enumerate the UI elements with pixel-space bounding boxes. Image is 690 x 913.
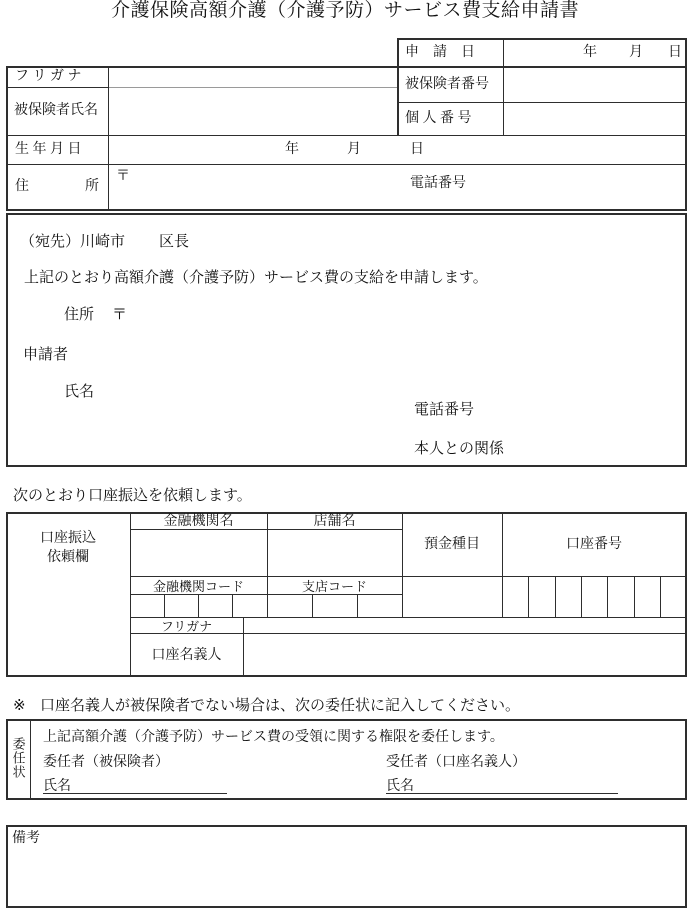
phone-input[interactable] bbox=[480, 166, 684, 208]
birthdate-month-label: 月 bbox=[347, 142, 361, 157]
delegate-name-label: 氏名 bbox=[386, 779, 414, 794]
divider bbox=[30, 719, 31, 800]
furigana-input[interactable] bbox=[109, 67, 397, 87]
insured-number-label: 被保険者番号 bbox=[405, 77, 489, 92]
application-date-day-label: 日 bbox=[668, 45, 682, 60]
birthdate-input[interactable] bbox=[109, 136, 685, 164]
delegator-name-input[interactable] bbox=[43, 777, 227, 794]
application-date-month-label: 月 bbox=[629, 45, 643, 60]
application-box bbox=[6, 213, 687, 467]
furigana-label: フ リ ガ ナ bbox=[15, 69, 82, 84]
applicant-phone-input[interactable] bbox=[482, 397, 677, 419]
ward-name-input[interactable] bbox=[118, 230, 156, 250]
institution-name-label: 金融機関名 bbox=[163, 514, 234, 529]
application-statement: 上記のとおり高額介護（介護予防）サービス費の支給を申請します。 bbox=[24, 270, 488, 286]
branch-code-label: 支店コード bbox=[301, 579, 367, 594]
poa-side-label: 委任状 bbox=[10, 737, 26, 779]
delegate-name-input[interactable] bbox=[386, 777, 618, 794]
branch-name-input[interactable] bbox=[268, 530, 401, 576]
divider bbox=[397, 38, 399, 136]
postal-mark: 〒 bbox=[116, 169, 130, 184]
insured-name-label: 被保険者氏名 bbox=[14, 103, 98, 118]
addressee-prefix: （宛先）川崎市 bbox=[20, 234, 126, 250]
bank-intro: 次のとおり口座振込を依頼します。 bbox=[13, 488, 252, 504]
applicant-label: 申請者 bbox=[23, 347, 69, 363]
applicant-address-input[interactable] bbox=[135, 302, 675, 326]
phone-label: 電話番号 bbox=[410, 176, 466, 191]
remarks-input[interactable] bbox=[50, 830, 680, 900]
account-number-label: 口座番号 bbox=[566, 537, 622, 552]
account-holder-label: 口座名義人 bbox=[151, 648, 222, 663]
branch-name-label: 店舗名 bbox=[313, 514, 356, 529]
applicant-address-label: 住所 bbox=[64, 307, 95, 323]
insured-number-input[interactable] bbox=[504, 68, 685, 102]
divider bbox=[685, 38, 687, 211]
birthdate-label: 生 年 月 日 bbox=[15, 142, 82, 157]
delegator-name-label: 氏名 bbox=[43, 779, 71, 794]
addressee-suffix: 区長 bbox=[159, 234, 190, 250]
divider bbox=[6, 87, 108, 88]
applicant-phone-label: 電話番号 bbox=[414, 402, 475, 418]
divider bbox=[6, 66, 8, 211]
account-number-input[interactable] bbox=[503, 577, 685, 617]
application-date-input[interactable] bbox=[504, 39, 685, 66]
institution-name-input[interactable] bbox=[131, 530, 266, 576]
address-label: 住 所 bbox=[15, 179, 99, 194]
deposit-type-label: 預金種目 bbox=[424, 537, 480, 552]
remarks-label: 備考 bbox=[12, 831, 40, 846]
account-holder-input[interactable] bbox=[244, 634, 685, 676]
branch-code-input[interactable] bbox=[268, 595, 401, 617]
applicant-name-input[interactable] bbox=[110, 378, 400, 404]
bank-request-col-line1: 口座振込 bbox=[40, 531, 96, 546]
account-furigana-input[interactable] bbox=[244, 618, 685, 633]
relation-label: 本人との関係 bbox=[414, 441, 505, 457]
application-date-label: 申 請 日 bbox=[405, 45, 475, 60]
poa-statement: 上記高額介護（介護予防）サービス費の受領に関する権限を委任します。 bbox=[43, 730, 504, 745]
personal-number-input[interactable] bbox=[504, 103, 685, 135]
institution-code-label: 金融機関コード bbox=[152, 579, 244, 594]
relation-input[interactable] bbox=[508, 436, 678, 458]
birthdate-year-label: 年 bbox=[285, 142, 299, 157]
form-title: 介護保険高額介護（介護予防）サービス費支給申請書 bbox=[110, 0, 579, 21]
address-input[interactable] bbox=[135, 166, 395, 208]
note-text: 口座名義人が被保険者でない場合は、次の委任状に記入してください。 bbox=[40, 698, 521, 714]
bank-request-col-line2: 依頼欄 bbox=[47, 550, 89, 565]
birthdate-day-label: 日 bbox=[410, 142, 424, 157]
deposit-type-input[interactable] bbox=[403, 577, 502, 617]
note-marker: ※ bbox=[13, 698, 26, 714]
institution-code-input[interactable] bbox=[131, 595, 266, 617]
personal-number-label: 個 人 番 号 bbox=[405, 111, 472, 126]
applicant-postal-mark: 〒 bbox=[112, 307, 128, 323]
account-furigana-label: フリガナ bbox=[160, 619, 213, 634]
delegate-label: 受任者（口座名義人） bbox=[386, 755, 526, 770]
delegator-label: 委任者（被保険者） bbox=[43, 755, 169, 770]
application-date-year-label: 年 bbox=[583, 45, 597, 60]
applicant-name-label: 氏名 bbox=[64, 384, 95, 400]
insured-name-input[interactable] bbox=[109, 88, 397, 135]
